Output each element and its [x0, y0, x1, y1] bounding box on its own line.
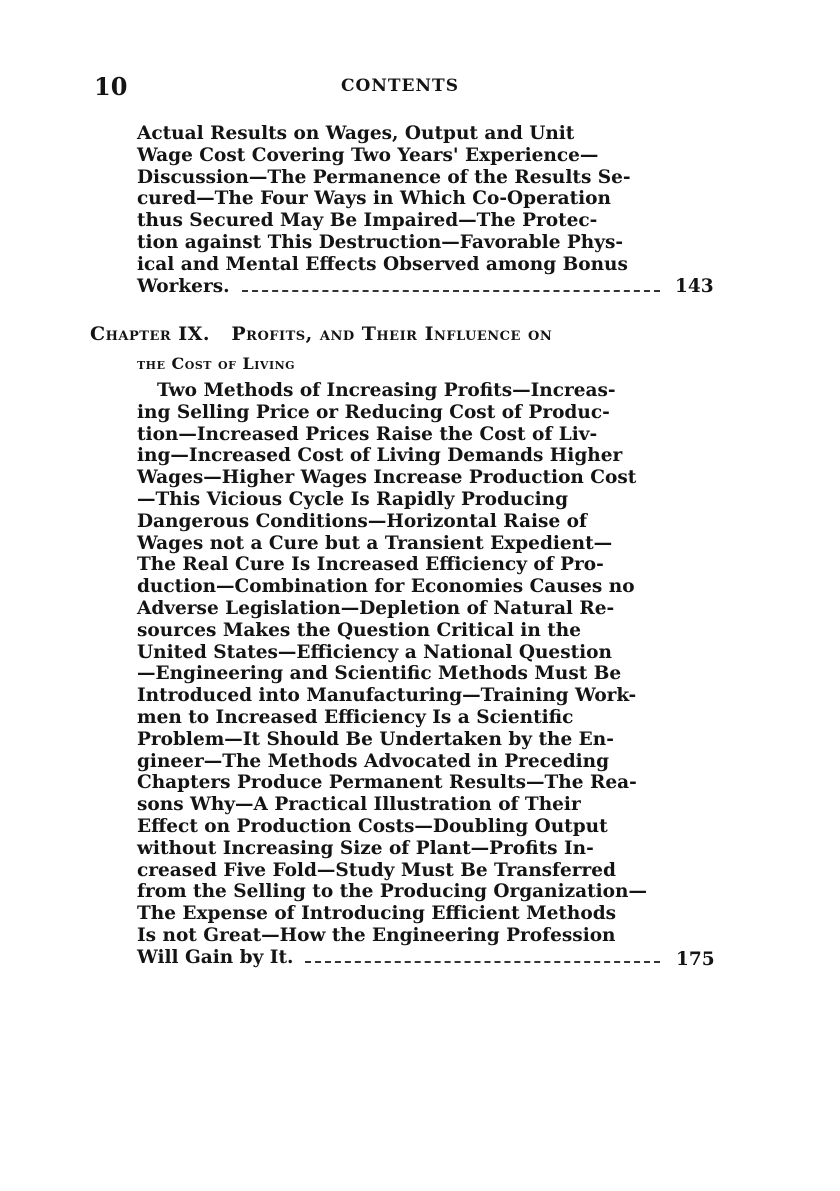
page-number: 10 — [94, 72, 128, 101]
summary-line: thus Secured May Be Impaired—The Protec- — [137, 210, 598, 232]
summary-line: The Expense of Introducing Efficient Methods — [137, 903, 617, 925]
summary-line: Chapters Produce Permanent Results—The Rea- — [137, 772, 637, 794]
summary-line: ing Selling Price or Reducing Cost of Produc- — [137, 401, 610, 423]
summary-line: ing—Increased Cost of Living Demands Higher — [137, 445, 623, 467]
page-reference: 143 — [675, 276, 714, 297]
summary-line: cured—The Four Ways in Which Co-Operation — [137, 188, 611, 210]
summary-line: duction—Combination for Economies Causes no — [137, 576, 635, 598]
dot-leader — [305, 960, 660, 963]
summary-line: Discussion—The Permanence of the Results Se- — [137, 166, 631, 188]
toc-entry-summary — [137, 380, 662, 969]
summary-line: Introduced into Manufacturing—Training Work- — [137, 685, 637, 707]
summary-line: Wages not a Cure but a Transient Expedient— — [137, 532, 613, 554]
summary-line: sons Why—A Practical Illustration of Their — [137, 794, 581, 816]
summary-line: —Engineering and Scientific Methods Must Be — [137, 663, 622, 685]
summary-line: without Increasing Size of Plant—Profits In- — [137, 837, 594, 859]
chapter-heading — [90, 319, 662, 379]
summary-line: gineer—The Methods Advocated in Preceding — [137, 750, 610, 772]
summary-line: men to Increased Efficiency Is a Scientific — [137, 706, 574, 728]
summary-line: —This Vicious Cycle Is Rapidly Producing — [137, 488, 569, 510]
summary-line: The Real Cure Is Increased Efficiency of Pro- — [137, 554, 604, 576]
running-head: CONTENTS — [341, 76, 459, 96]
summary-last-line — [137, 947, 662, 969]
summary-last-line — [137, 276, 662, 298]
summary-line: Actual Results on Wages, Output and Unit — [137, 123, 575, 144]
summary-line: Will Gain by It. — [137, 946, 294, 968]
summary-line: Two Methods of Increasing Profits—Increas- — [157, 380, 616, 401]
summary-line: Dangerous Conditions—Horizontal Raise of — [137, 510, 587, 532]
summary-line: tion against This Destruction—Favorable Phys- — [137, 231, 624, 253]
summary-line: tion—Increased Prices Raise the Cost of Liv- — [137, 423, 598, 445]
chapter-title-continued: the Cost of Living — [137, 354, 296, 373]
chapter-label: Chapter IX. — [90, 323, 211, 345]
summary-line: Wages—Higher Wages Increase Production Cost — [137, 467, 637, 489]
summary-line: creased Five Fold—Study Must Be Transferred — [137, 859, 616, 881]
summary-line: Workers. — [137, 275, 230, 297]
summary-line: United States—Efficiency a National Question — [137, 641, 612, 663]
chapter-title: Profits, and Their Influence on — [231, 323, 553, 345]
summary-line: Adverse Legislation—Depletion of Natural Re- — [137, 597, 615, 619]
summary-line: Is not Great—How the Engineering Profession — [137, 924, 616, 946]
summary-line: ical and Mental Effects Observed among Bonus — [137, 253, 628, 275]
summary-line: sources Makes the Question Critical in the — [137, 619, 581, 641]
summary-line: Problem—It Should Be Undertaken by the En- — [137, 728, 614, 750]
toc-entry-summary — [137, 123, 662, 298]
summary-line: Wage Cost Covering Two Years' Experience— — [137, 144, 599, 166]
dot-leader — [242, 289, 660, 292]
summary-line: from the Selling to the Producing Organization— — [137, 881, 647, 903]
page-reference: 175 — [676, 949, 715, 970]
summary-line: Effect on Production Costs—Doubling Output — [137, 815, 608, 837]
